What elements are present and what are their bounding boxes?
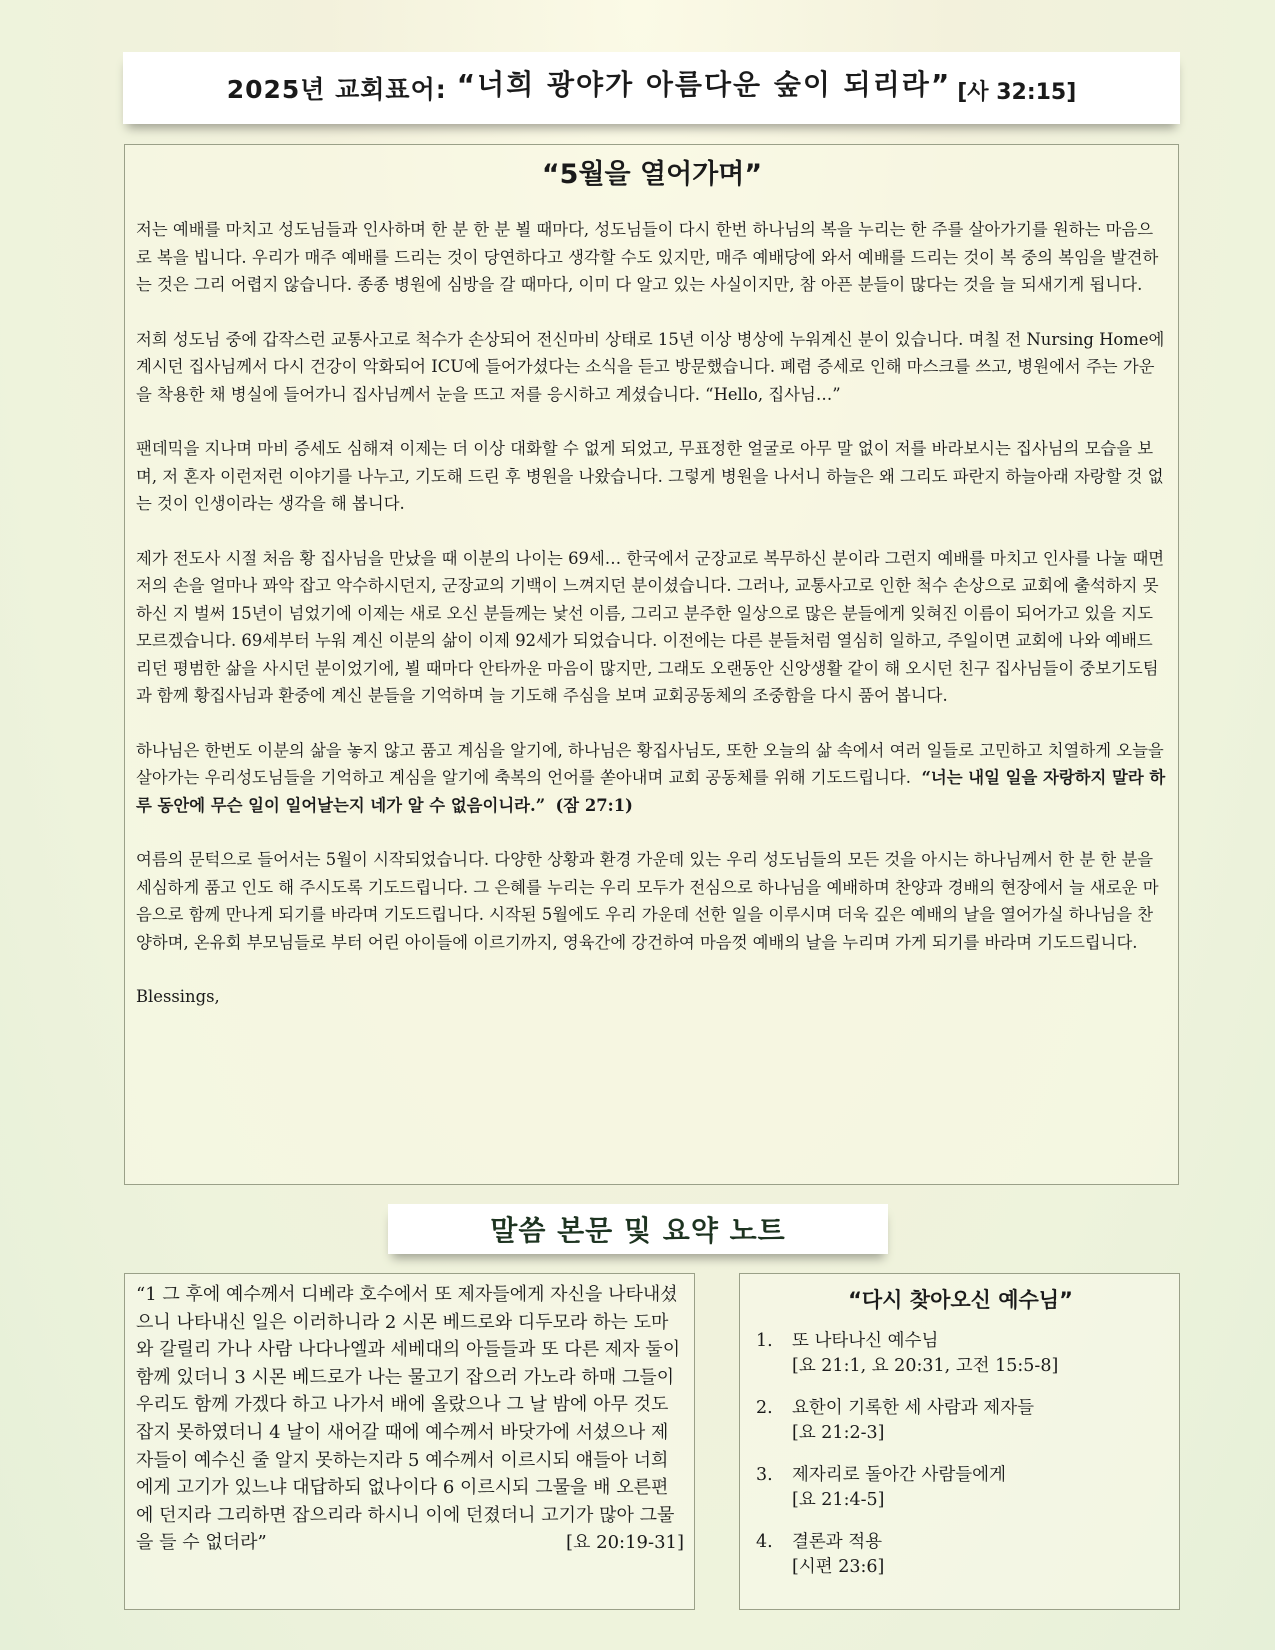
motto-prefix: 2025년 교회표어:	[226, 75, 447, 104]
outline-content	[792, 1530, 884, 1580]
motto-quote: “너희 광야가 아름다운 숲이 되리라”	[456, 68, 952, 101]
letter-paragraph: 팬데믹을 지나며 마비 증세도 심해져 이제는 더 이상 대화할 수 없게 되었고, 무표정한 얼굴로 아무 말 없이 저를 바라보시는 집사님의 모습을 보며, 저 혼자 이런저런 이야기를 나누고, 기도해 드린 후 병원을 나왔습니다. 그렇게 병원을 나서니 하늘은 왜 그리도 파란지 하늘아래 자랑할 것 없는 것이 인생이라는 생각을 해 봅니다.	[136, 439, 1164, 513]
scripture-text-block	[136, 1281, 684, 1557]
outline-label: 제자리로 돌아간 사람들에게	[792, 1465, 1006, 1485]
outline-number: 3.	[756, 1465, 773, 1485]
outline-item	[756, 1530, 1165, 1580]
letter-closing: Blessings,	[136, 987, 220, 1006]
outline-reference: [요 21:2-3]	[792, 1423, 885, 1443]
sermon-title: “다시 찾아오신 예수님”	[848, 1288, 1073, 1312]
scripture-reference: [요 20:19-31]	[565, 1532, 684, 1554]
outline-label: 결론과 적용	[792, 1532, 883, 1552]
scripture-text: “1 그 후에 예수께서 디베랴 호수에서 또 제자들에게 자신을 나타내셨으니 나타내신 일은 이러하니라 2 시몬 베드로와 디두모라 하는 도마와 갈릴리 가나 사람 나다나엘과 세베대의 아들들과 또 다른 제자 둘이 함께 있더니 3 시몬 베드로가 나는 물고기 잡으러 가노라 하매 그들이 우리도 함께 가겠다 하고 나가서 배에 올랐으나 그 날 밤에 아무 것도 잡지 못하였더니 4 날이 새어갈 때에 예수께서 바닷가에 서셨으나 제자들이 예수신 줄 알지 못하는지라 5 예수께서 이르시되 얘들아 너희에게 고기가 있느냐 대답하되 없나이다 6 이르시되 그물을 배 오른편에 던지라 그리하면 잡으리라 하시니 이에 던졌더니 고기가 많아 그물을 들 수 없더라”	[136, 1284, 681, 1554]
outline-item	[756, 1329, 1165, 1379]
outline-content	[792, 1329, 1058, 1379]
outline-label: 또 나타나신 예수님	[792, 1331, 939, 1351]
outline-content	[792, 1463, 1006, 1513]
outline-item	[756, 1463, 1165, 1513]
notes-section-header: 말씀 본문 및 요약 노트	[388, 1204, 888, 1254]
letter-paragraph: 여름의 문턱으로 들어서는 5월이 시작되었습니다. 다양한 상황과 환경 가운데 있는 우리 성도님들의 모든 것을 아시는 하나님께서 한 분 한 분을 세심하게 품고 인도 해 주시도록 기도드립니다. 그 은혜를 누리는 우리 모두가 전심으로 하나님을 예배하며 찬양과 경배의 현장에서 늘 새로운 마음으로 함께 만나게 되기를 바라며 기도드립니다. 시작된 5월에도 우리 가운데 선한 일을 이루시며 더욱 깊은 예배의 날을 열어가실 하나님을 찬양하며, 온유회 부모님들로 부터 어린 아이들에 이르기까지, 영육간에 강건하여 마음껏 예배의 날을 누리며 가게 되기를 바라며 기도드립니다.	[136, 850, 1159, 952]
outline-reference: [요 21:4-5]	[792, 1490, 885, 1510]
outline-reference: [시편 23:6]	[792, 1557, 885, 1577]
letter-verse-reference: (잠 27:1)	[555, 795, 633, 815]
letter-paragraph: 저희 성도님 중에 갑작스런 교통사고로 척수가 손상되어 전신마비 상태로 15년 이상 병상에 누워계신 분이 있습니다. 며칠 전 Nursing Home에 계시던 집사님께서 다시 건강이 악화되어 ICU에 들어가셨다는 소식을 듣고 방문했습니다. 폐렴 증세로 인해 마스크를 쓰고, 병원에서 주는 가운을 착용한 채 병실에 들어가니 집사님께서 눈을 뜨고 저를 응시하고 계셨습니다. “Hello, 집사님…”	[136, 329, 1165, 404]
sermon-outline	[739, 1273, 1180, 1610]
letter-paragraph-with-verse	[136, 737, 1168, 820]
outline-item	[756, 1396, 1165, 1446]
letter-paragraph-text: 하나님은 한번도 이분의 삶을 놓지 않고 품고 계심을 알기에, 하나님은 황집사님도, 또한 오늘의 삶 속에서 여러 일들로 고민하고 치열하게 오늘을 살아가는 우리성도님들을 기억하고 계심을 알기에 축복의 언어를 쏟아내며 교회 공동체를 위해 기도드립니다.	[136, 740, 1164, 787]
letter-verse-quote: “너는 내일 일을 자랑하지 말라 하루 동안에 무슨 일이 일어날는지 네가 알 수 없음이니라.”	[136, 768, 1166, 815]
outline-reference: [요 21:1, 요 20:31, 고전 15:5-8]	[792, 1356, 1059, 1376]
letter-paragraph: 저는 예배를 마치고 성도님들과 인사하며 한 분 한 분 뵐 때마다, 성도님들이 다시 한번 하나님의 복을 누리는 한 주를 살아가기를 원하는 마음으로 복을 빕니다. 우리가 매주 예배를 드리는 것이 당연하다고 생각할 수도 있지만, 매주 예배당에 와서 예배를 드리는 것이 복 중의 복임을 발견하는 것은 그리 어렵지 않습니다. 종종 병원에 심방을 갈 때마다, 이미 다 알고 있는 사실이지만, 참 아픈 분들이 많다는 것을 늘 되새기게 됩니다.	[136, 220, 1159, 294]
scripture-passage	[124, 1273, 695, 1610]
outline-number: 2.	[756, 1398, 773, 1418]
letter-title: “5월을 열어가며”	[541, 159, 763, 190]
outline-number: 1.	[756, 1331, 773, 1351]
pastor-letter	[124, 144, 1179, 1185]
outline-number: 4.	[756, 1532, 773, 1552]
outline-label: 요한이 기록한 세 사람과 제자들	[792, 1398, 1035, 1418]
outline-content	[792, 1396, 1034, 1446]
motto-banner	[123, 52, 1180, 124]
motto-reference: [사 32:15]	[957, 79, 1077, 105]
letter-paragraph: 제가 전도사 시절 처음 황 집사님을 만났을 때 이분의 나이는 69세… 한국에서 군장교로 복무하신 분이라 그런지 예배를 마치고 인사를 나눌 때면 저의 손을 얼마나 꽈악 잡고 악수하시던지, 군장교의 기백이 느껴지던 분이셨습니다. 그러나, 교통사고로 인한 척수 손상으로 교회에 출석하지 못하신 지 벌써 15년이 넘었기에 이제는 새로 오신 분들께는 낯선 이름, 그리고 분주한 일상으로 많은 분들에게 잊혀진 이름이 되어가고 있을 지도 모르겠습니다. 69세부터 누워 계신 이분의 삶이 이제 92세가 되었습니다. 이전에는 다른 분들처럼 열심히 일하고, 주일이면 교회에 나와 예배드리던 평범한 삶을 사시던 분이었기에, 뵐 때마다 안타까운 마음이 많지만, 그래도 오랜동안 신앙생활 같이 해 오시던 친구 집사님들이 중보기도팀과 함께 황집사님과 환중에 계신 분들을 기억하며 늘 기도해 주심을 보며 교회공동체의 조중함을 다시 품어 봅니다.	[136, 548, 1165, 705]
